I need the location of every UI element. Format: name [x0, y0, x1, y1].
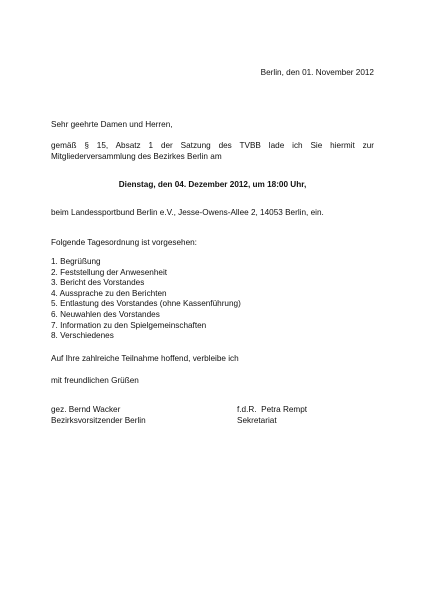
- letter-date: Berlin, den 01. November 2012: [260, 68, 374, 77]
- agenda-list: [51, 257, 241, 342]
- venue-line: beim Landessportbund Berlin e.V., Jesse-Owens-Allee 2, 14053 Berlin, ein.: [51, 208, 324, 217]
- agenda-item: 1. Begrüßung: [51, 257, 101, 266]
- agenda-item: 8. Verschiedenes: [51, 331, 114, 341]
- agenda-item: 3. Bericht des Vorstandes: [51, 278, 145, 288]
- signature-right: [237, 405, 307, 426]
- salutation: Sehr geehrte Damen und Herren,: [51, 120, 173, 129]
- agenda-intro: Folgende Tagesordnung ist vorgesehen:: [51, 238, 197, 247]
- regards-line: mit freundlichen Grüßen: [51, 376, 139, 385]
- signature-right-name: f.d.R. Petra Rempt: [237, 405, 308, 414]
- intro-paragraph: gemäß § 15, Absatz 1 der Satzung des TVBB lade ich Sie hiermit zur Mitgliederversammlung des Bezirkes Berlin am: [51, 141, 374, 161]
- agenda-item: 5. Entlastung des Vorstandes (ohne Kassenführung): [51, 299, 241, 309]
- signature-left-name: gez. Bernd Wacker: [51, 405, 121, 414]
- agenda-item: 6. Neuwahlen des Vorstandes: [51, 309, 160, 319]
- signature-left-title: Bezirksvorsitzender Berlin: [51, 415, 146, 425]
- agenda-item: 2. Feststellung der Anwesenheit: [51, 267, 168, 277]
- signature-left: [51, 405, 146, 426]
- agenda-item: 4. Aussprache zu den Berichten: [51, 288, 167, 298]
- signature-right-title: Sekretariat: [237, 415, 277, 425]
- agenda-item: 7. Information zu den Spielgemeinschaften: [51, 320, 207, 330]
- meeting-date: Dienstag, den 04. Dezember 2012, um 18:00 Uhr,: [118, 180, 307, 189]
- closing-line: Auf Ihre zahlreiche Teilnahme hoffend, verbleibe ich: [51, 354, 239, 363]
